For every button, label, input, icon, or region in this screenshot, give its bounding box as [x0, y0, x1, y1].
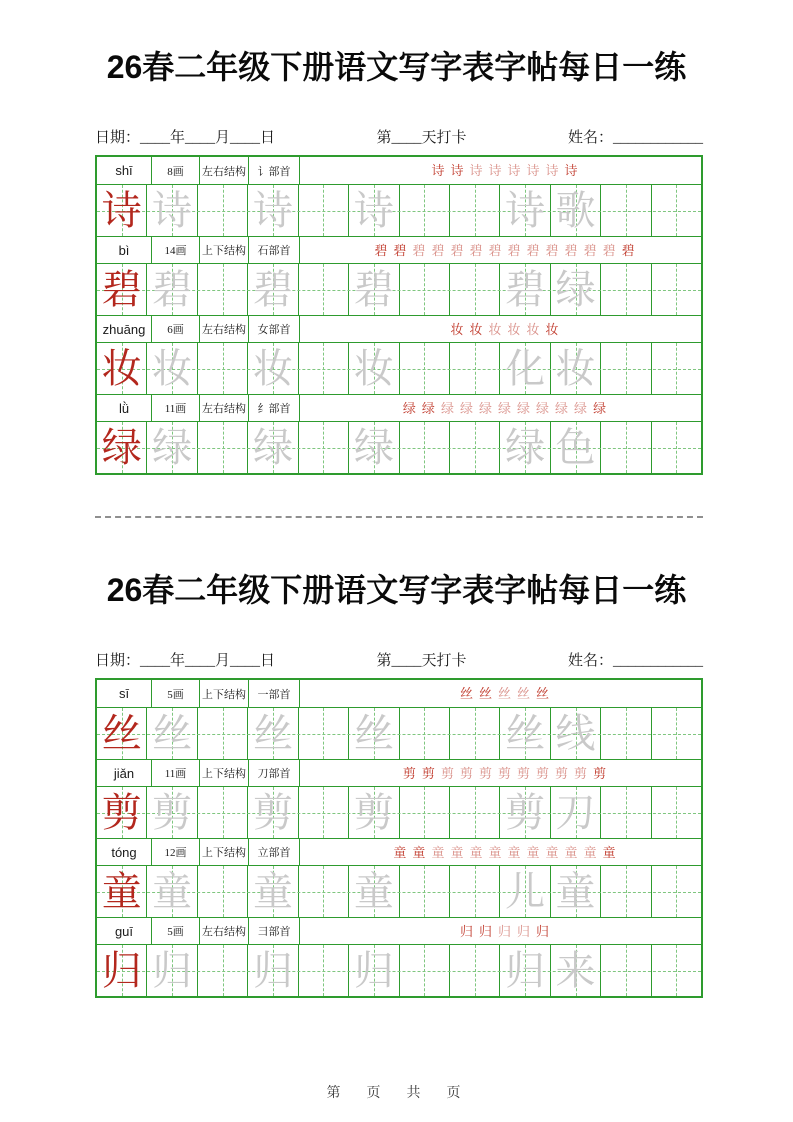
stroke-step: 妆	[507, 321, 521, 337]
character-block	[97, 680, 701, 759]
trace-character: 妆	[353, 345, 394, 391]
stroke-step: 剪	[517, 765, 531, 781]
name-field: 姓名：____________	[567, 653, 703, 669]
practice-cell	[601, 787, 651, 838]
character-block	[97, 759, 701, 838]
practice-cell	[97, 708, 147, 759]
practice-cell	[551, 264, 601, 315]
word-character: 刀	[555, 789, 596, 835]
radical-cell: 纟部首	[249, 395, 300, 421]
stroke-count-cell: 8画	[152, 157, 200, 184]
practice-cell	[147, 264, 197, 315]
trace-character: 归	[353, 947, 394, 993]
stroke-step: 绿	[478, 400, 492, 416]
trace-character: 碧	[252, 266, 293, 312]
practice-cell	[551, 945, 601, 996]
practice-cell	[349, 343, 399, 394]
stroke-step: 剪	[536, 765, 550, 781]
stroke-step: 绿	[574, 400, 588, 416]
stroke-step: 剪	[574, 765, 588, 781]
stroke-step: 剪	[402, 765, 416, 781]
word-character: 童	[555, 868, 596, 914]
practice-cell	[400, 866, 450, 917]
info-row	[97, 394, 701, 421]
practice-cell	[147, 185, 197, 236]
practice-cell	[500, 185, 550, 236]
practice-row	[97, 865, 701, 917]
practice-cell	[652, 264, 701, 315]
stroke-order-cell	[300, 918, 701, 944]
stroke-step: 童	[412, 844, 426, 860]
practice-cell	[450, 343, 500, 394]
practice-cell	[248, 185, 298, 236]
practice-cell	[652, 787, 701, 838]
stroke-count-cell: 5画	[152, 918, 200, 944]
section-divider	[95, 516, 703, 518]
stroke-step: 碧	[393, 242, 407, 258]
practice-cell	[450, 264, 500, 315]
checkin-field: 第____天打卡	[376, 130, 467, 146]
stroke-step: 剪	[459, 765, 473, 781]
structure-cell: 上下结构	[200, 839, 249, 865]
trace-character: 诗	[252, 187, 293, 233]
stroke-step: 碧	[412, 242, 426, 258]
trace-character: 童	[252, 868, 293, 914]
practice-cell	[248, 708, 298, 759]
trace-character: 妆	[252, 345, 293, 391]
trace-character: 童	[152, 868, 193, 914]
stroke-step: 归	[459, 923, 473, 939]
practice-row	[97, 707, 701, 759]
word-character: 儿	[505, 868, 546, 914]
stroke-step: 童	[393, 844, 407, 860]
stroke-step: 丝	[517, 686, 531, 701]
practice-cell	[652, 708, 701, 759]
practice-cell	[652, 866, 701, 917]
practice-cell	[97, 264, 147, 315]
structure-cell: 上下结构	[200, 680, 249, 707]
practice-cell	[601, 708, 651, 759]
stroke-step: 碧	[488, 242, 502, 258]
stroke-order-cell	[300, 839, 701, 865]
stroke-step: 剪	[421, 765, 435, 781]
practice-row	[97, 944, 701, 996]
word-character: 剪	[505, 789, 546, 835]
stroke-step: 妆	[545, 321, 559, 337]
stroke-step: 归	[536, 923, 550, 939]
stroke-step: 诗	[469, 163, 483, 178]
practice-cell	[198, 422, 248, 473]
model-character: 妆	[101, 345, 142, 391]
practice-cell	[551, 343, 601, 394]
practice-row	[97, 263, 701, 315]
model-character: 剪	[101, 789, 142, 835]
practice-cell	[248, 343, 298, 394]
info-row	[97, 838, 701, 865]
checkin-field: 第____天打卡	[376, 653, 467, 669]
practice-cell	[198, 945, 248, 996]
radical-cell: 彐部首	[249, 918, 300, 944]
stroke-step: 童	[488, 844, 502, 860]
practice-cell	[97, 343, 147, 394]
stroke-count-cell: 11画	[152, 395, 200, 421]
practice-cell	[97, 945, 147, 996]
stroke-step: 丝	[478, 686, 492, 701]
practice-cell	[652, 343, 701, 394]
practice-cell	[198, 708, 248, 759]
stroke-step: 童	[526, 844, 540, 860]
practice-row	[97, 786, 701, 838]
structure-cell: 上下结构	[200, 760, 249, 786]
radical-cell: 讠部首	[249, 157, 300, 184]
practice-cell	[551, 787, 601, 838]
stroke-step: 碧	[450, 242, 464, 258]
trace-character: 归	[252, 947, 293, 993]
practice-cell	[97, 787, 147, 838]
practice-cell	[349, 422, 399, 473]
practice-cell	[500, 708, 550, 759]
practice-cell	[400, 708, 450, 759]
radical-cell: 一部首	[249, 680, 300, 707]
stroke-step: 丝	[497, 686, 511, 701]
trace-character: 童	[353, 868, 394, 914]
stroke-step: 丝	[459, 686, 473, 701]
model-character: 童	[101, 868, 142, 914]
stroke-step: 碧	[602, 242, 616, 258]
practice-cell	[400, 264, 450, 315]
character-block	[97, 315, 701, 394]
structure-cell: 上下结构	[200, 237, 249, 263]
structure-cell: 左右结构	[200, 918, 249, 944]
practice-cell	[551, 708, 601, 759]
stroke-step: 诗	[450, 163, 464, 178]
stroke-step: 妆	[469, 321, 483, 337]
practice-sheet-2	[0, 569, 793, 998]
stroke-step: 剪	[478, 765, 492, 781]
practice-cell	[601, 264, 651, 315]
practice-cell	[198, 185, 248, 236]
word-character: 丝	[505, 710, 546, 756]
stroke-step: 碧	[545, 242, 559, 258]
character-block	[97, 917, 701, 996]
stroke-count-cell: 6画	[152, 316, 200, 342]
practice-cell	[147, 343, 197, 394]
stroke-step: 妆	[450, 321, 464, 337]
character-block	[97, 236, 701, 315]
word-character: 诗	[505, 187, 546, 233]
date-field: 日期：____年____月____日	[95, 653, 276, 669]
practice-cell	[601, 945, 651, 996]
trace-character: 绿	[353, 424, 394, 470]
practice-cell	[248, 866, 298, 917]
word-character: 歌	[555, 187, 596, 233]
practice-cell	[147, 708, 197, 759]
stroke-step: 诗	[431, 163, 445, 178]
practice-grid	[95, 155, 703, 475]
stroke-step: 妆	[488, 321, 502, 337]
model-character: 丝	[101, 710, 142, 756]
pinyin-cell: zhuāng	[97, 316, 152, 342]
pinyin-cell: sī	[97, 680, 152, 707]
structure-cell: 左右结构	[200, 395, 249, 421]
pinyin-cell: jiǎn	[97, 760, 152, 786]
stroke-step: 童	[469, 844, 483, 860]
practice-cell	[349, 185, 399, 236]
practice-cell	[299, 787, 349, 838]
practice-cell	[299, 264, 349, 315]
word-character: 来	[555, 947, 596, 993]
practice-cell	[248, 264, 298, 315]
pinyin-cell: shī	[97, 157, 152, 184]
practice-cell	[450, 185, 500, 236]
practice-cell	[450, 866, 500, 917]
practice-cell	[198, 866, 248, 917]
practice-cell	[500, 264, 550, 315]
stroke-step: 妆	[526, 321, 540, 337]
stroke-step: 碧	[431, 242, 445, 258]
info-row	[97, 759, 701, 786]
stroke-step: 归	[478, 923, 492, 939]
stroke-step: 童	[564, 844, 578, 860]
trace-character: 丝	[252, 710, 293, 756]
practice-cell	[551, 866, 601, 917]
practice-cell	[400, 787, 450, 838]
trace-character: 碧	[152, 266, 193, 312]
trace-character: 归	[152, 947, 193, 993]
word-character: 碧	[505, 266, 546, 312]
practice-cell	[400, 185, 450, 236]
page-footer: 第 页 共 页	[326, 1086, 467, 1101]
word-character: 归	[505, 947, 546, 993]
practice-cell	[400, 422, 450, 473]
practice-sheet-1	[0, 46, 793, 475]
stroke-step: 绿	[459, 400, 473, 416]
stroke-order-cell	[300, 316, 701, 342]
stroke-step: 剪	[555, 765, 569, 781]
name-field: 姓名：____________	[567, 130, 703, 146]
stroke-count-cell: 11画	[152, 760, 200, 786]
stroke-step: 诗	[488, 163, 502, 178]
model-character: 归	[101, 947, 142, 993]
pinyin-cell: guī	[97, 918, 152, 944]
trace-character: 剪	[152, 789, 193, 835]
radical-cell: 女部首	[249, 316, 300, 342]
structure-cell: 左右结构	[200, 157, 249, 184]
practice-cell	[97, 422, 147, 473]
stroke-step: 童	[450, 844, 464, 860]
stroke-count-cell: 14画	[152, 237, 200, 263]
word-character: 绿	[505, 424, 546, 470]
practice-cell	[450, 708, 500, 759]
stroke-step: 碧	[621, 242, 635, 258]
practice-row	[97, 421, 701, 473]
date-line	[95, 128, 703, 148]
practice-cell	[147, 866, 197, 917]
stroke-step: 童	[507, 844, 521, 860]
trace-character: 丝	[353, 710, 394, 756]
stroke-step: 碧	[507, 242, 521, 258]
radical-cell: 刀部首	[249, 760, 300, 786]
practice-cell	[248, 787, 298, 838]
character-block	[97, 394, 701, 473]
practice-grid	[95, 678, 703, 998]
trace-character: 绿	[252, 424, 293, 470]
practice-cell	[147, 422, 197, 473]
stroke-step: 剪	[593, 765, 607, 781]
practice-cell	[248, 945, 298, 996]
stroke-step: 绿	[536, 400, 550, 416]
word-character: 绿	[555, 266, 596, 312]
info-row	[97, 157, 701, 184]
pinyin-cell: tóng	[97, 839, 152, 865]
stroke-count-cell: 12画	[152, 839, 200, 865]
practice-cell	[601, 866, 651, 917]
stroke-step: 绿	[555, 400, 569, 416]
page-title: 26春二年级下册语文写字表字帖每日一练	[106, 572, 687, 608]
stroke-step: 诗	[564, 163, 578, 178]
practice-row	[97, 342, 701, 394]
practice-cell	[551, 185, 601, 236]
stroke-step: 碧	[564, 242, 578, 258]
practice-cell	[349, 787, 399, 838]
stroke-step: 童	[583, 844, 597, 860]
date-field: 日期：____年____月____日	[95, 130, 276, 146]
stroke-step: 诗	[545, 163, 559, 178]
model-character: 碧	[101, 266, 142, 312]
info-row	[97, 236, 701, 263]
practice-cell	[500, 787, 550, 838]
practice-cell	[147, 945, 197, 996]
page-title: 26春二年级下册语文写字表字帖每日一练	[106, 49, 687, 85]
stroke-step: 碧	[526, 242, 540, 258]
stroke-step: 剪	[440, 765, 454, 781]
stroke-step: 绿	[440, 400, 454, 416]
practice-cell	[652, 185, 701, 236]
stroke-step: 童	[545, 844, 559, 860]
word-character: 线	[555, 710, 596, 756]
stroke-step: 剪	[497, 765, 511, 781]
trace-character: 诗	[353, 187, 394, 233]
practice-cell	[198, 343, 248, 394]
practice-cell	[652, 422, 701, 473]
word-character: 色	[555, 424, 596, 470]
practice-cell	[652, 945, 701, 996]
practice-cell	[299, 343, 349, 394]
stroke-order-cell	[300, 760, 701, 786]
stroke-step: 童	[602, 844, 616, 860]
word-character: 妆	[555, 345, 596, 391]
stroke-step: 童	[431, 844, 445, 860]
model-character: 绿	[101, 424, 142, 470]
stroke-step: 丝	[536, 686, 550, 701]
practice-cell	[601, 185, 651, 236]
practice-cell	[349, 866, 399, 917]
radical-cell: 立部首	[249, 839, 300, 865]
practice-cell	[500, 866, 550, 917]
practice-cell	[500, 343, 550, 394]
stroke-step: 绿	[517, 400, 531, 416]
stroke-order-cell	[300, 157, 701, 184]
info-row	[97, 680, 701, 707]
pinyin-cell: lǜ	[97, 395, 152, 421]
practice-cell	[500, 422, 550, 473]
info-row	[97, 917, 701, 944]
trace-character: 剪	[353, 789, 394, 835]
practice-cell	[500, 945, 550, 996]
trace-character: 妆	[152, 345, 193, 391]
practice-cell	[349, 945, 399, 996]
radical-cell: 石部首	[249, 237, 300, 263]
practice-cell	[299, 945, 349, 996]
stroke-step: 诗	[526, 163, 540, 178]
practice-cell	[97, 866, 147, 917]
trace-character: 碧	[353, 266, 394, 312]
stroke-step: 碧	[583, 242, 597, 258]
practice-cell	[299, 422, 349, 473]
pinyin-cell: bì	[97, 237, 152, 263]
practice-cell	[299, 708, 349, 759]
trace-character: 丝	[152, 710, 193, 756]
practice-cell	[551, 422, 601, 473]
practice-cell	[198, 264, 248, 315]
stroke-step: 绿	[497, 400, 511, 416]
practice-cell	[450, 422, 500, 473]
info-row	[97, 315, 701, 342]
practice-cell	[601, 422, 651, 473]
practice-cell	[248, 422, 298, 473]
practice-cell	[450, 787, 500, 838]
stroke-count-cell: 5画	[152, 680, 200, 707]
practice-cell	[299, 866, 349, 917]
practice-cell	[400, 945, 450, 996]
trace-character: 绿	[152, 424, 193, 470]
trace-character: 诗	[152, 187, 193, 233]
practice-cell	[349, 708, 399, 759]
structure-cell: 左右结构	[200, 316, 249, 342]
character-block	[97, 157, 701, 236]
word-character: 化	[505, 345, 546, 391]
trace-character: 剪	[252, 789, 293, 835]
practice-cell	[400, 343, 450, 394]
practice-cell	[97, 185, 147, 236]
stroke-order-cell	[300, 680, 701, 707]
practice-cell	[198, 787, 248, 838]
stroke-step: 归	[497, 923, 511, 939]
model-character: 诗	[101, 187, 142, 233]
stroke-step: 诗	[507, 163, 521, 178]
stroke-step: 绿	[421, 400, 435, 416]
stroke-step: 绿	[593, 400, 607, 416]
practice-cell	[349, 264, 399, 315]
practice-row	[97, 184, 701, 236]
stroke-order-cell	[300, 395, 701, 421]
stroke-order-cell	[300, 237, 701, 263]
practice-cell	[299, 185, 349, 236]
stroke-step: 绿	[402, 400, 416, 416]
stroke-step: 碧	[374, 242, 388, 258]
stroke-step: 碧	[469, 242, 483, 258]
date-line	[95, 651, 703, 671]
practice-cell	[450, 945, 500, 996]
character-block	[97, 838, 701, 917]
practice-cell	[147, 787, 197, 838]
stroke-step: 归	[517, 923, 531, 939]
practice-cell	[601, 343, 651, 394]
